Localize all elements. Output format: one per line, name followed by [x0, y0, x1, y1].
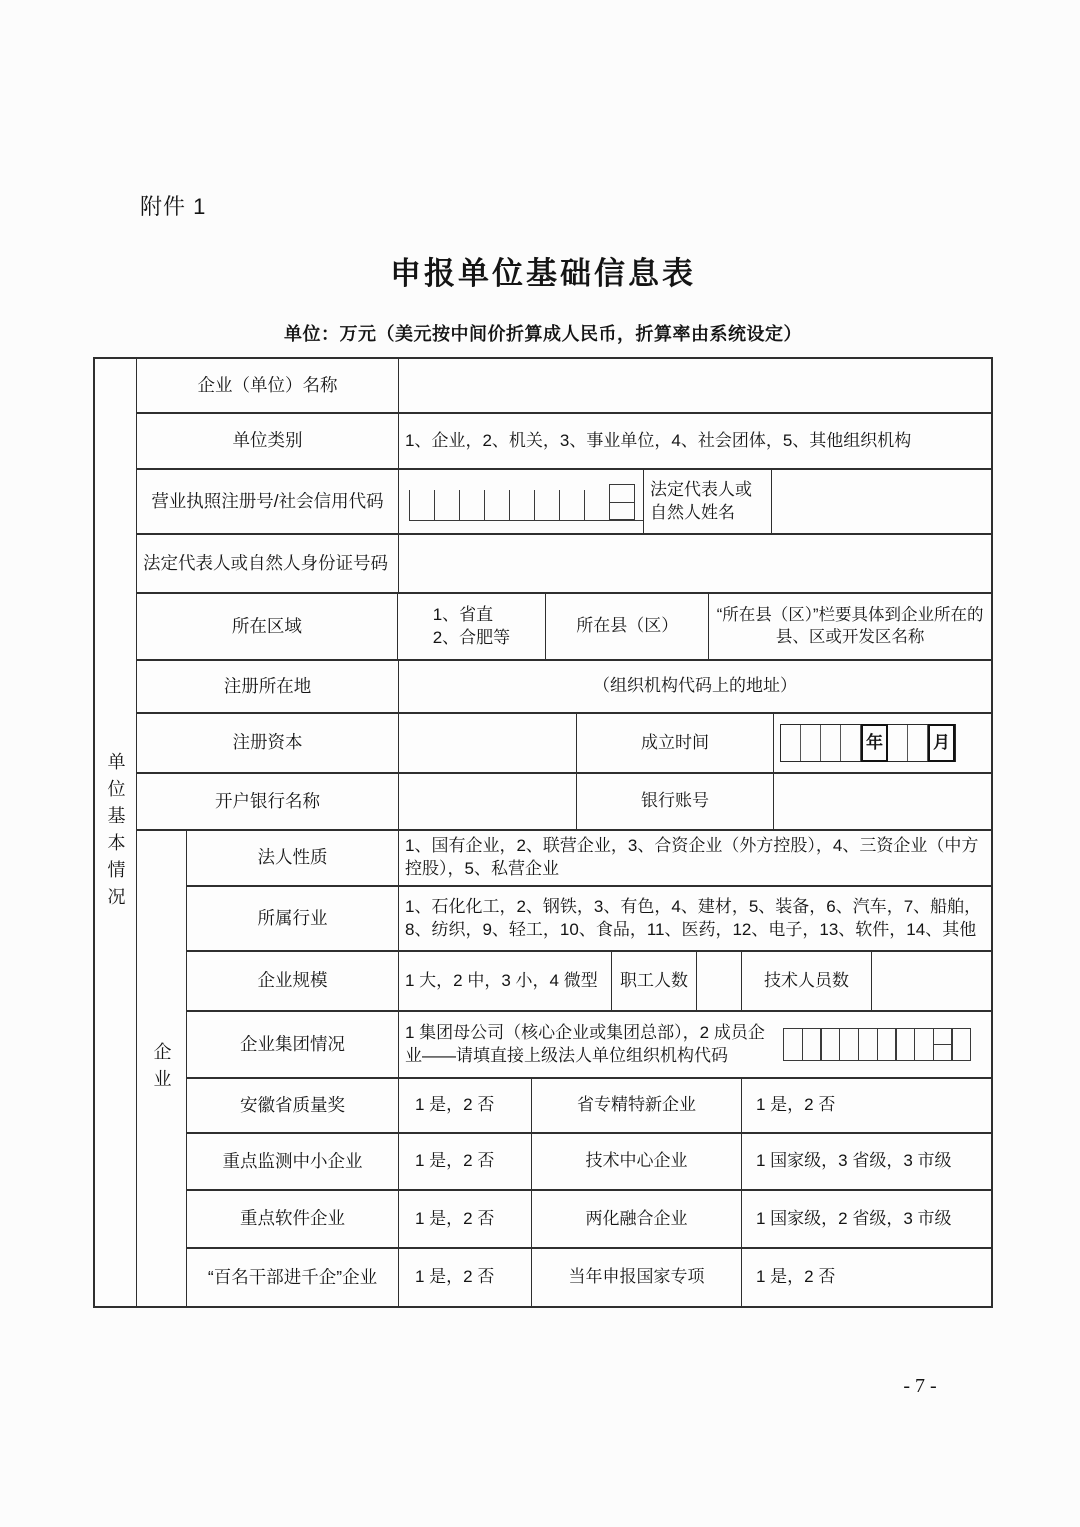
enterprise-block	[137, 831, 991, 1306]
table-rows	[137, 359, 991, 1306]
unit-type-options: 1、企业，2、机关，3、事业单位，4、社会团体，5、其他组织机构	[405, 430, 912, 450]
registered-address-label: 注册所在地	[137, 661, 399, 712]
legal-person-nature-options: 1、国有企业，2、联营企业，3、合资企业（外方控股），4、三资企业（中方控股），5、私营企业	[405, 836, 979, 878]
cadres-program-value: 1 是，2 否	[399, 1249, 532, 1306]
tech-center-label: 技术中心企业	[532, 1134, 742, 1189]
license-number-label: 营业执照注册号/社会信用代码	[137, 470, 399, 533]
row-cadres-program	[187, 1249, 991, 1306]
legal-rep-name-label: 法定代表人或自然人姓名	[644, 470, 772, 533]
registered-capital-label: 注册资本	[137, 714, 399, 772]
row-registered-capital	[137, 714, 991, 774]
staff-count-value	[697, 952, 742, 1010]
unit-note: 单位：万元（美元按中间价折算成人民币，折算率由系统设定）	[284, 324, 802, 344]
staff-count-label: 职工人数	[612, 952, 697, 1010]
integration-label: 两化融合企业	[532, 1191, 742, 1247]
established-date-cell	[774, 714, 991, 772]
legal-rep-name-value	[772, 470, 991, 533]
tech-staff-count-label: 技术人员数	[742, 952, 872, 1010]
row-company-name	[137, 359, 991, 414]
enterprise-scale-options: 1 大，2 中，3 小，4 微型	[399, 952, 612, 1010]
row-bank-name	[137, 774, 991, 831]
section-header-label: 单位基本情况	[105, 751, 126, 914]
cadres-program-label: “百名干部进千企”企业	[187, 1249, 399, 1306]
enterprise-scale-label: 企业规模	[187, 952, 399, 1010]
credit-code-fill-boxes	[409, 482, 644, 521]
row-industry	[187, 887, 991, 952]
row-legal-rep-id	[137, 535, 991, 594]
bank-account-value	[774, 774, 991, 829]
row-license-number	[137, 470, 991, 535]
county-label: 所在县（区）	[546, 594, 709, 659]
region-option-2: 2、合肥等	[432, 627, 511, 647]
enterprise-group-options: 1 集团母公司（核心企业或集团总部），2 成员企业——请填直接上级法人单位组织机构代码	[405, 1022, 765, 1065]
row-registered-address	[137, 661, 991, 714]
registered-address-value: （组织机构代码上的地址）	[593, 676, 797, 696]
national-project-label: 当年申报国家专项	[532, 1249, 742, 1306]
year-box: 年	[861, 724, 888, 762]
bank-name-label: 开户银行名称	[137, 774, 399, 829]
row-key-monitored-sme	[187, 1134, 991, 1191]
row-enterprise-scale	[187, 952, 991, 1012]
section-header-cell	[95, 359, 137, 1306]
legal-person-nature-label: 法人性质	[187, 831, 399, 885]
month-box: 月	[928, 724, 955, 762]
legal-rep-id-value	[399, 535, 991, 592]
key-software-label: 重点软件企业	[187, 1191, 399, 1247]
attachment-label: 附件 1	[140, 194, 207, 219]
row-unit-type	[137, 414, 991, 470]
county-note: “所在县（区）”栏要具体到企业所在的县、区或开发区名称	[716, 606, 984, 646]
form-table	[93, 357, 993, 1308]
quality-award-value: 1 是，2 否	[399, 1079, 532, 1132]
specialized-new-label: 省专精特新企业	[532, 1079, 742, 1132]
integration-value: 1 国家级，2 省级，3 市级	[756, 1208, 952, 1228]
enterprise-header-label: 企业	[151, 1041, 172, 1096]
established-date-boxes	[780, 724, 956, 762]
group-org-code-boxes	[783, 1028, 971, 1061]
row-key-software	[187, 1191, 991, 1249]
company-name-label: 企业（单位）名称	[137, 359, 399, 412]
quality-award-label: 安徽省质量奖	[187, 1079, 399, 1132]
row-quality-award	[187, 1079, 991, 1134]
org-code-dash-box	[933, 1028, 953, 1061]
industry-options: 1、石化化工，2、钢铁，3、有色，4、建材，5、装备，6、汽车，7、船舶，8、纺织，9、轻工，10、食品，11、医药，12、电子，13、软件，14、其他	[405, 896, 982, 939]
row-enterprise-group	[187, 1012, 991, 1079]
row-region	[137, 594, 991, 661]
bank-name-value	[399, 774, 577, 829]
tech-staff-count-value	[872, 952, 991, 1010]
legal-rep-id-label: 法定代表人或自然人身份证号码	[137, 535, 399, 592]
enterprise-header-cell	[137, 831, 187, 1306]
region-label: 所在区域	[137, 594, 398, 659]
key-monitored-sme-label: 重点监测中小企业	[187, 1134, 399, 1189]
key-software-value: 1 是，2 否	[399, 1191, 532, 1247]
region-options	[398, 594, 546, 659]
unit-type-label: 单位类别	[137, 414, 399, 468]
enterprise-group-cell	[399, 1012, 991, 1077]
industry-label: 所属行业	[187, 887, 399, 950]
tech-center-value: 1 国家级，3 省级，3 市级	[756, 1151, 952, 1171]
page-number: - 7 -	[903, 1375, 937, 1397]
enterprise-group-label: 企业集团情况	[187, 1012, 399, 1077]
license-number-fill-cell	[399, 470, 644, 533]
registered-capital-value	[399, 714, 577, 772]
company-name-value	[399, 359, 991, 412]
page-title: 申报单位基础信息表	[390, 256, 696, 291]
region-option-1: 1、省直	[432, 604, 494, 624]
key-monitored-sme-value: 1 是，2 否	[399, 1134, 532, 1189]
row-legal-person-nature	[187, 831, 991, 887]
national-project-value: 1 是，2 否	[756, 1267, 836, 1287]
established-date-label: 成立时间	[577, 714, 774, 772]
specialized-new-value: 1 是，2 否	[756, 1095, 836, 1115]
enterprise-rows	[187, 831, 991, 1306]
bank-account-label: 银行账号	[577, 774, 774, 829]
